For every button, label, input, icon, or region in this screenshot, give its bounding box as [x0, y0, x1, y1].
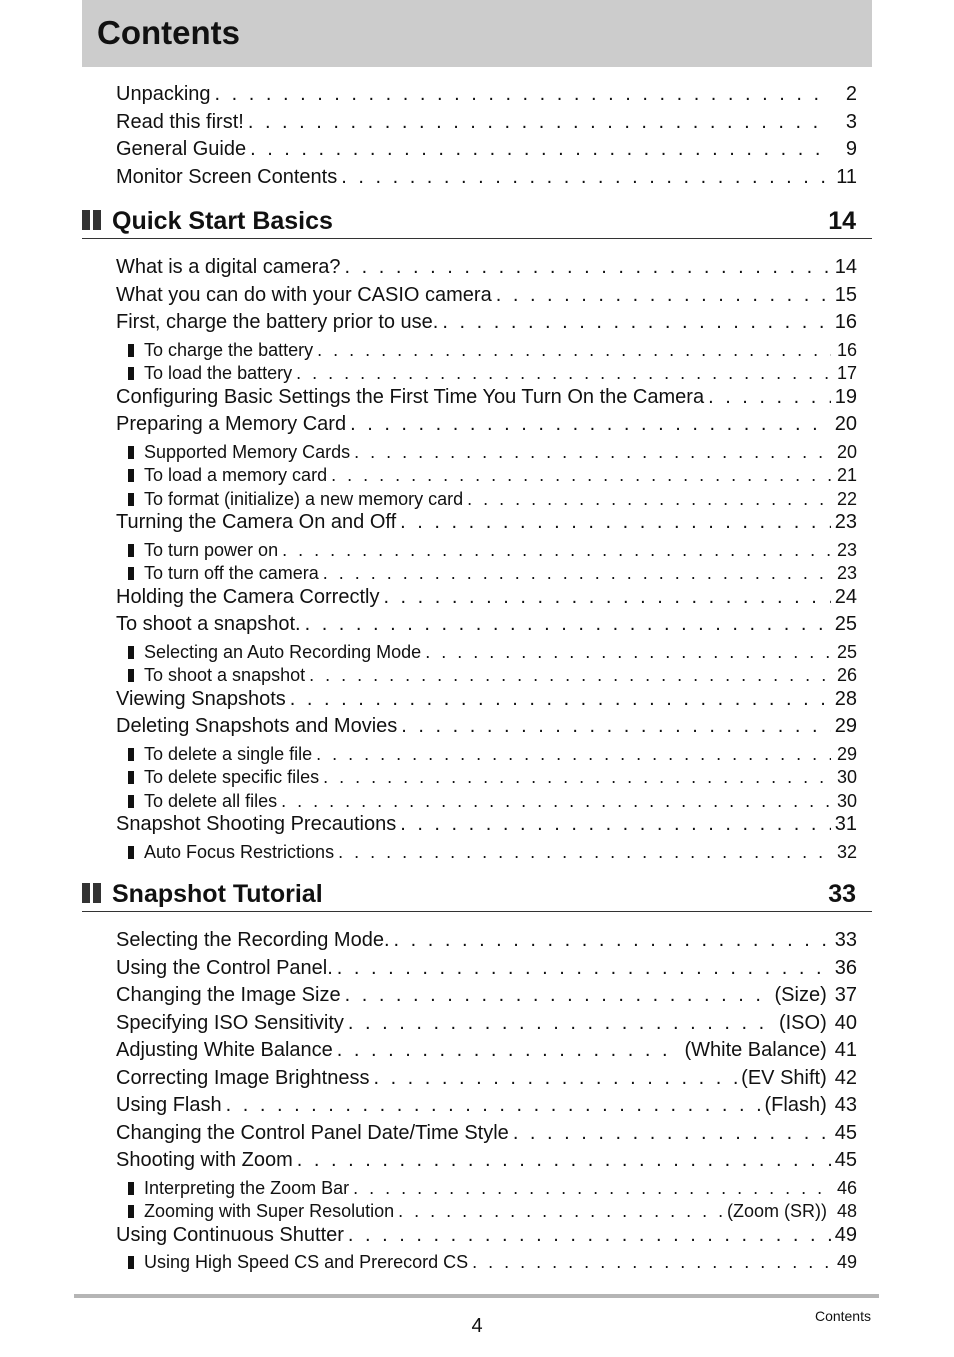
entry-label: Configuring Basic Settings the First Time You Turn On the Camera: [116, 385, 705, 408]
entry-label: To turn power on: [144, 539, 279, 560]
entry-label: To delete all files: [144, 790, 278, 811]
toc-subentry[interactable]: [128, 441, 857, 463]
dot-leader: [353, 1177, 831, 1199]
entry-reference: (Flash): [764, 1094, 827, 1116]
entry-page-number: 36: [834, 956, 857, 979]
entry-page-number: 17: [836, 363, 857, 383]
bullet-icon: [128, 469, 134, 482]
entry-label: Changing the Image Size: [116, 984, 341, 1006]
page-title: Contents: [97, 14, 240, 51]
entry-label: To load the battery: [144, 363, 293, 383]
entry-label: To charge the battery: [144, 339, 314, 360]
bullet-icon: [128, 669, 134, 682]
dot-leader: [354, 441, 831, 463]
toc-subentry[interactable]: [128, 743, 857, 765]
entry-page-number: 14: [834, 256, 857, 278]
entry-page-number: 49: [836, 1252, 857, 1272]
toc-entry[interactable]: [116, 164, 857, 190]
entry-label: Using the Control Panel.: [116, 956, 333, 979]
toc-entry[interactable]: [116, 81, 857, 107]
toc-entry[interactable]: [116, 136, 857, 162]
entry-page-number: 31: [834, 813, 857, 835]
entry-page-number: 15: [834, 283, 857, 306]
entry-label: To turn off the camera: [144, 563, 319, 583]
entry-label: Using Flash: [116, 1094, 222, 1116]
toc-subentry[interactable]: [128, 641, 857, 663]
bullet-icon: [128, 367, 134, 380]
entry-page-number: 22: [836, 488, 857, 509]
entry-reference: (Zoom (SR)): [727, 1201, 827, 1221]
entry-label: Correcting Image Brightness: [116, 1066, 370, 1089]
toc-entry[interactable]: [116, 927, 857, 953]
entry-page-number: 45: [834, 1121, 857, 1144]
entry-page-number: 29: [834, 715, 857, 737]
dot-leader: [296, 362, 831, 384]
toc-entry[interactable]: [116, 1120, 857, 1146]
dot-leader: [317, 339, 831, 361]
bullet-icon: [128, 344, 134, 357]
page-number: 4: [471, 1315, 483, 1337]
entry-page-number: 45: [834, 1149, 857, 1171]
toc-subentry[interactable]: [128, 1200, 857, 1222]
entry-label: Selecting an Auto Recording Mode: [144, 641, 422, 662]
entry-page-number: 20: [834, 413, 857, 435]
toc-subentry[interactable]: [128, 362, 857, 384]
entry-label: To shoot a snapshot: [144, 665, 306, 685]
toc-subentry[interactable]: [128, 766, 857, 788]
dot-leader: [248, 109, 831, 135]
entry-page-number: 30: [836, 767, 857, 787]
entry-label: Using High Speed CS and Prerecord CS: [144, 1252, 469, 1272]
section-heading[interactable]: [82, 877, 872, 912]
dot-leader: [398, 1200, 723, 1222]
toc-subentry[interactable]: [128, 790, 857, 812]
bullet-icon: [128, 646, 134, 659]
dot-leader: [496, 282, 831, 308]
entry-label: Snapshot Shooting Precautions: [116, 813, 397, 835]
entry-label: Auto Focus Restrictions: [144, 841, 335, 862]
entry-page-number: 9: [845, 138, 857, 160]
toc-subentry[interactable]: [128, 488, 857, 510]
entry-label: Deleting Snapshots and Movies: [116, 715, 398, 737]
toc-subentry[interactable]: [128, 562, 857, 584]
toc-subentry[interactable]: [128, 464, 857, 486]
toc-entry[interactable]: [116, 411, 857, 437]
dot-leader: [467, 488, 831, 510]
entry-label: Interpreting the Zoom Bar: [144, 1177, 350, 1198]
dot-leader: [331, 464, 831, 486]
entry-page-number: 23: [834, 511, 857, 533]
entry-label: To shoot a snapshot.: [116, 613, 301, 635]
dot-leader: [290, 686, 831, 712]
toc-entry[interactable]: [116, 1222, 857, 1248]
entry-page-number: 32: [836, 841, 857, 862]
entry-label: Turning the Camera On and Off: [116, 511, 397, 533]
entry-page-number: 46: [836, 1177, 857, 1198]
dot-leader: [323, 766, 831, 788]
bullet-icon: [128, 567, 134, 580]
toc-entry[interactable]: [116, 1037, 857, 1063]
entry-reference: (ISO): [778, 1011, 827, 1034]
dot-leader: [348, 1010, 775, 1036]
entry-label: What is a digital camera?: [116, 256, 341, 278]
bullet-icon: [128, 748, 134, 761]
dot-leader: [305, 611, 831, 637]
bullet-icon: [128, 446, 134, 459]
entry-page-number: 37: [834, 984, 857, 1006]
toc-subentry[interactable]: [128, 539, 857, 561]
entry-page-number: 24: [834, 585, 857, 608]
section-title: Snapshot Tutorial: [112, 880, 323, 908]
dot-leader: [425, 641, 831, 663]
toc-subentry[interactable]: [128, 1177, 857, 1199]
entry-label: To delete a single file: [144, 743, 313, 764]
bullet-icon: [128, 771, 134, 784]
toc-entry[interactable]: [116, 713, 857, 739]
dot-leader: [341, 164, 831, 190]
toc-entry[interactable]: [116, 611, 857, 637]
dot-leader: [472, 1251, 831, 1273]
toc-entry[interactable]: [116, 584, 857, 610]
entry-page-number: 41: [834, 1039, 857, 1061]
dot-leader: [394, 927, 831, 953]
toc-entry[interactable]: [116, 686, 857, 712]
entry-page-number: 11: [836, 165, 857, 188]
dot-leader: [226, 1092, 761, 1118]
dot-leader: [513, 1120, 831, 1146]
dot-leader: [297, 1147, 831, 1173]
entry-label: Adjusting White Balance: [116, 1039, 333, 1061]
dot-leader: [282, 539, 831, 561]
entry-label: What you can do with your CASIO camera: [116, 283, 492, 306]
entry-page-number: 23: [836, 539, 857, 560]
entry-label: Zooming with Super Resolution: [144, 1201, 395, 1221]
toc-entry[interactable]: [116, 982, 857, 1008]
toc-subentry[interactable]: [128, 1251, 857, 1273]
bullet-icon: [128, 1205, 134, 1218]
toc-entry[interactable]: [116, 309, 857, 335]
entry-page-number: 42: [834, 1066, 857, 1089]
entry-label: Specifying ISO Sensitivity: [116, 1011, 344, 1034]
bullet-icon: [128, 846, 134, 859]
dot-leader: [400, 509, 831, 535]
entry-reference: (White Balance): [684, 1039, 827, 1061]
contents-header: [82, 0, 872, 67]
dot-leader: [250, 136, 831, 162]
entry-label: Monitor Screen Contents: [116, 165, 338, 188]
toc-entry[interactable]: [116, 1065, 857, 1091]
bullet-icon: [128, 795, 134, 808]
toc-entry[interactable]: [116, 955, 857, 981]
entry-label: Preparing a Memory Card: [116, 413, 347, 435]
toc-entry[interactable]: [116, 109, 857, 135]
entry-label: First, charge the battery prior to use.: [116, 311, 439, 333]
entry-page-number: 26: [836, 665, 857, 685]
dot-leader: [442, 309, 830, 335]
entry-page-number: 25: [834, 613, 857, 635]
dot-leader: [337, 1037, 681, 1063]
entry-page-number: 16: [836, 339, 857, 360]
entry-page-number: 49: [834, 1223, 857, 1246]
entry-page-number: 28: [834, 687, 857, 710]
entry-page-number: 2: [845, 83, 857, 105]
entry-label: Selecting the Recording Mode.: [116, 929, 390, 951]
entry-page-number: 25: [836, 641, 857, 662]
dot-leader: [323, 562, 831, 584]
dot-leader: [708, 384, 831, 410]
entry-label: General Guide: [116, 138, 247, 160]
dot-leader: [348, 1222, 831, 1248]
entry-page-number: 16: [834, 311, 857, 333]
entry-label: Changing the Control Panel Date/Time Style: [116, 1121, 509, 1144]
entry-label: Using Continuous Shutter: [116, 1223, 344, 1246]
entry-reference: (Size): [774, 984, 827, 1006]
entry-page-number: 40: [834, 1011, 857, 1034]
section-marker-icon: [82, 210, 104, 235]
entry-label: To load a memory card: [144, 465, 328, 485]
entry-label: Viewing Snapshots: [116, 687, 286, 710]
entry-label: Supported Memory Cards: [144, 441, 351, 462]
dot-leader: [400, 811, 831, 837]
section-page-number: 14: [828, 207, 856, 235]
dot-leader: [215, 81, 831, 107]
dot-leader: [309, 664, 831, 686]
entry-page-number: 43: [834, 1094, 857, 1116]
toc-subentry[interactable]: [128, 841, 857, 863]
entry-page-number: 48: [836, 1201, 857, 1221]
dot-leader: [345, 982, 771, 1008]
entry-label: Unpacking: [116, 83, 211, 105]
footer-divider: [74, 1294, 879, 1298]
bullet-icon: [128, 544, 134, 557]
toc-entry[interactable]: [116, 384, 857, 410]
dot-leader: [337, 955, 831, 981]
toc-entry[interactable]: [116, 1092, 857, 1118]
toc-entry[interactable]: [116, 254, 857, 280]
toc-entry[interactable]: [116, 1010, 857, 1036]
footer-label: Contents: [814, 1308, 871, 1324]
dot-leader: [401, 713, 830, 739]
dot-leader: [373, 1065, 737, 1091]
dot-leader: [338, 841, 831, 863]
dot-leader: [345, 254, 831, 280]
entry-label: Read this first!: [116, 110, 244, 133]
toc-subentry[interactable]: [128, 339, 857, 361]
section-title: Quick Start Basics: [112, 207, 333, 235]
toc-entry[interactable]: [116, 282, 857, 308]
dot-leader: [316, 743, 831, 765]
entry-page-number: 20: [836, 441, 857, 462]
dot-leader: [350, 411, 831, 437]
dot-leader: [281, 790, 831, 812]
bullet-icon: [128, 1256, 134, 1269]
entry-page-number: 19: [834, 385, 857, 408]
entry-label: Holding the Camera Correctly: [116, 585, 380, 608]
toc-subentry[interactable]: [128, 664, 857, 686]
entry-page-number: 21: [836, 465, 857, 485]
section-marker-icon: [82, 883, 104, 908]
toc-entry[interactable]: [116, 1147, 857, 1173]
entry-page-number: 30: [836, 790, 857, 811]
section-page-number: 33: [828, 880, 856, 908]
entry-label: Shooting with Zoom: [116, 1149, 293, 1171]
entry-page-number: 29: [836, 743, 857, 764]
entry-page-number: 3: [845, 110, 857, 133]
toc-entry[interactable]: [116, 811, 857, 837]
entry-page-number: 23: [836, 563, 857, 583]
entry-label: To delete specific files: [144, 767, 320, 787]
bullet-icon: [128, 1182, 134, 1195]
dot-leader: [383, 584, 830, 610]
bullet-icon: [128, 493, 134, 506]
entry-page-number: 33: [834, 929, 857, 951]
section-heading[interactable]: [82, 204, 872, 239]
toc-entry[interactable]: [116, 509, 857, 535]
entry-reference: (EV Shift): [741, 1066, 827, 1089]
entry-label: To format (initialize) a new memory card: [144, 488, 464, 509]
